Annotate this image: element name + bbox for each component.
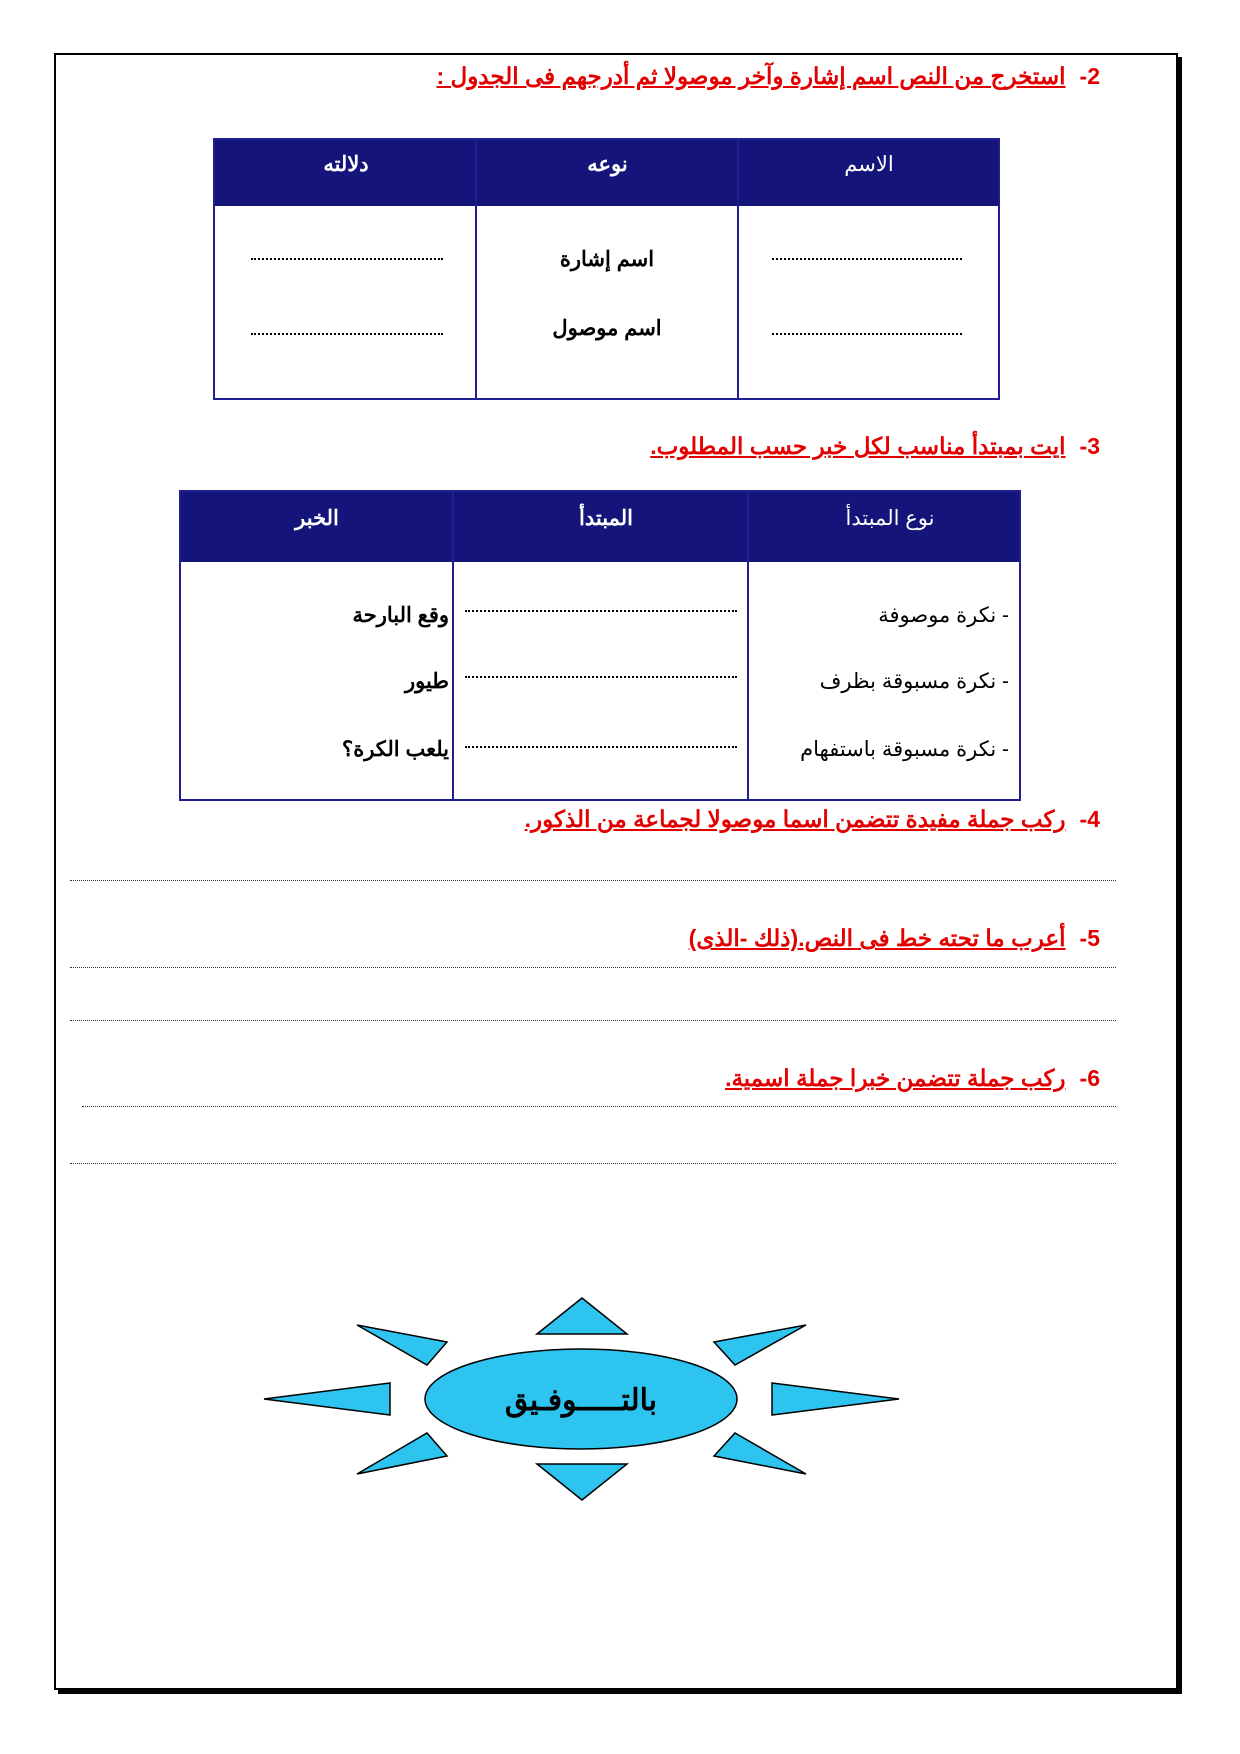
question-4-text: ركب جملة مفيدة تتضمن اسما موصولا لجماعة من الذكور.: [524, 806, 1066, 832]
header-subject: المبتدأ: [579, 507, 633, 530]
good-luck-text: بالتـــــوفـيق: [504, 1384, 658, 1417]
question-4-number: 4-: [1079, 806, 1100, 832]
question-5-text: أعرب ما تحته خط فى النص.(ذلك -الذى): [688, 925, 1066, 951]
header-type: نوعه: [587, 153, 628, 176]
question-2-text: استخرج من النص اسم إشارة وآخر موصولا ثم أدرجهم فى الجدول :: [436, 63, 1066, 89]
question-5-number: 5-: [1079, 925, 1100, 951]
header-subject-kind: نوع المبتدأ: [845, 507, 935, 530]
question-3-text: ايت بمبتدأ مناسب لكل خبر حسب المطلوب.: [650, 433, 1066, 459]
question-3-number: 3-: [1079, 433, 1100, 459]
header-name: الاسم: [844, 153, 894, 176]
subject-kind-question: - نكرة مسبوقة باستفهام: [800, 738, 1009, 761]
predicate-yesterday: وقع البارحة: [352, 604, 449, 627]
sun-ray: [772, 1383, 899, 1415]
sun-ray: [537, 1298, 627, 1334]
sun-ray: [537, 1464, 627, 1500]
sun-ray: [357, 1325, 447, 1365]
predicate-plays-ball: يلعب الكرة؟: [342, 738, 449, 761]
question-2-number: 2-: [1079, 63, 1100, 89]
question-6-number: 6-: [1079, 1065, 1100, 1091]
subject-kind-described: - نكرة موصوفة: [878, 604, 1009, 627]
sun-ray: [714, 1325, 806, 1365]
sun-ray: [264, 1383, 390, 1415]
header-predicate: الخبر: [295, 507, 339, 530]
type-relative: اسم موصول: [552, 317, 662, 340]
header-meaning: دلالته: [323, 153, 369, 176]
sun-ray: [714, 1433, 806, 1474]
subject-kind-adverb: - نكرة مسبوقة بظرف: [819, 670, 1009, 693]
type-demonstrative: اسم إشارة: [559, 248, 655, 271]
sun-ray: [357, 1433, 447, 1474]
predicate-birds: طيور: [404, 670, 449, 693]
question-6-text: ركب جملة تتضمن خبرا جملة اسمية.: [725, 1065, 1066, 1091]
